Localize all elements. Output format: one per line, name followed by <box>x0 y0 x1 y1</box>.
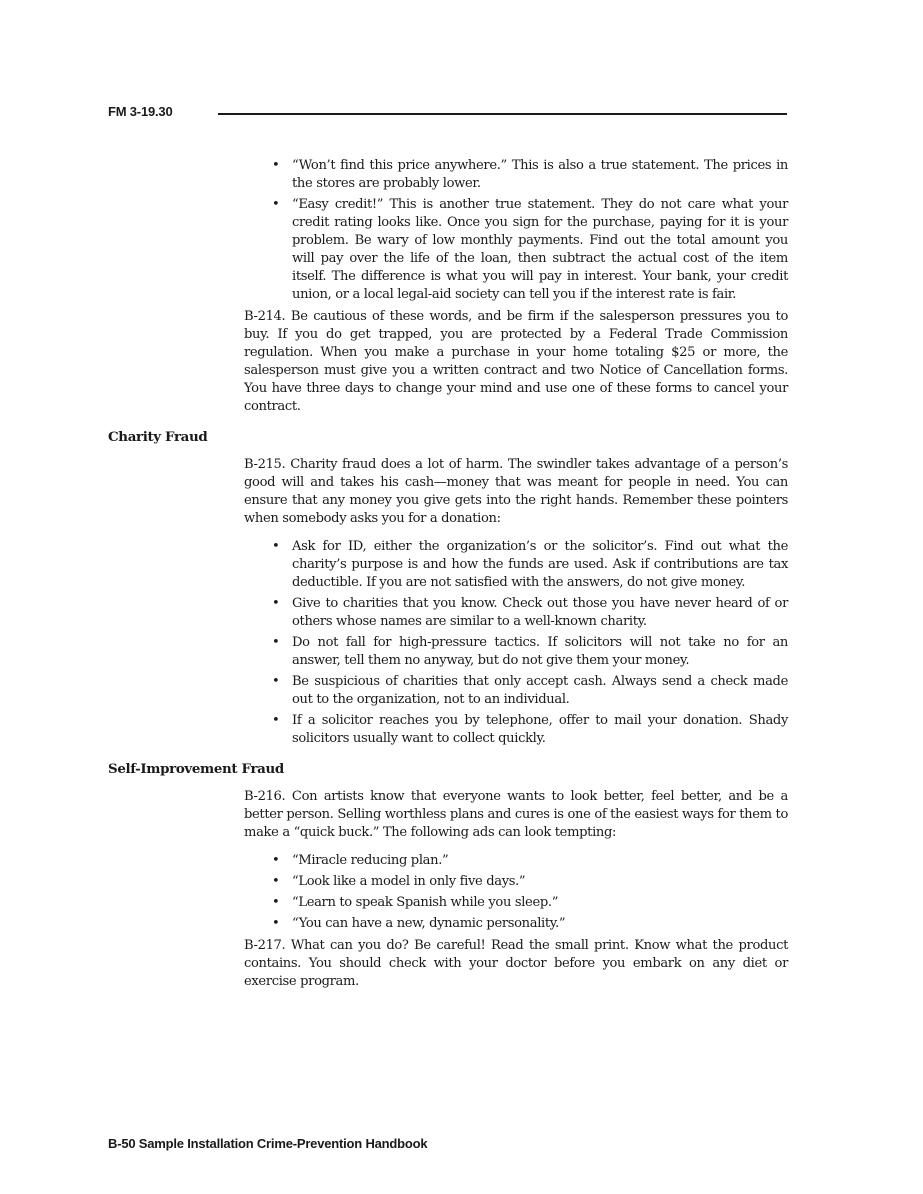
list-item: • “Learn to speak Spanish while you sleep.” <box>272 895 559 910</box>
list-item: • Ask for ID, either the organization’s or the solicitor’s. Find out what the charity’s purpose is and how the funds are used. Ask if contributions are tax deductible. If you are not satisfied with the answers, do not give money. <box>272 539 788 590</box>
page-content <box>108 157 788 1001</box>
list-item: • “Easy credit!” This is another true statement. They do not care what your credit rating looks like. Once you sign for the purchase, paying for it is your problem. Be wary of low monthly payments. Find out the total amount you will pay over the life of the loan, then subtract the actual cost of the item itself. The difference is what you will pay in interest. Your bank, your credit union, or a local legal-aid society can tell you if the interest rate is fair. <box>272 197 788 302</box>
list-item: • “Won’t find this price anywhere.” This is also a true statement. The prices in the stores are probably lower. <box>272 158 788 191</box>
list-item: • Be suspicious of charities that only accept cash. Always send a check made out to the organization, not to an individual. <box>272 674 788 707</box>
page-footer: B-50 Sample Installation Crime-Prevention Handbook <box>108 1136 428 1151</box>
list-item: • Give to charities that you know. Check out those you have never heard of or others whose names are similar to a well-known charity. <box>272 596 788 629</box>
bullet-icon: • <box>272 158 280 173</box>
bullet-icon: • <box>272 596 280 611</box>
list-item: • “Miracle reducing plan.” <box>272 853 449 868</box>
bullet-icon: • <box>272 539 280 554</box>
header-rule <box>218 113 787 115</box>
bullet-icon: • <box>272 853 280 868</box>
paragraph-b215: B-215. Charity fraud does a lot of harm. The swindler takes advantage of a person’s good will and takes his cash—money that was meant for people in need. You can ensure that any money you give gets into the right hands. Remember these pointers when somebody asks you for a donation: <box>244 457 788 526</box>
bullet-icon: • <box>272 916 280 931</box>
bullet-icon: • <box>272 674 280 689</box>
paragraph-b214: B-214. Be cautious of these words, and be firm if the salesperson pressures you to buy. If you do get trapped, you are protected by a Federal Trade Commission regulation. When you make a purchase in your home totaling $25 or more, the salesperson must give you a written contract and two Notice of Cancellation forms. You have three days to change your mind and use one of these forms to cancel your contract. <box>244 309 788 414</box>
ads-bullet-list <box>244 852 788 933</box>
self-improvement-block <box>244 788 788 991</box>
heading-charity-fraud: Charity Fraud <box>108 429 208 445</box>
charity-bullet-list <box>244 538 788 748</box>
paragraph-b217: B-217. What can you do? Be careful! Read the small print. Know what the product contains. You should check with your doctor before you embark on any diet or exercise program. <box>244 938 788 989</box>
page-header <box>108 104 787 124</box>
charity-block <box>244 456 788 748</box>
heading-self-improvement-fraud: Self-Improvement Fraud <box>108 761 284 777</box>
paragraph-b216: B-216. Con artists know that everyone wants to look better, feel better, and be a better person. Selling worthless plans and cures is one of the easiest ways for them to make a “quick buck.” The following ads can look tempting: <box>244 789 788 840</box>
bullet-icon: • <box>272 713 280 728</box>
bullet-icon: • <box>272 895 280 910</box>
list-item: • “You can have a new, dynamic personality.” <box>272 916 566 931</box>
intro-bullet-list <box>244 157 788 304</box>
bullet-icon: • <box>272 635 280 650</box>
bullet-icon: • <box>272 874 280 889</box>
list-item: • “Look like a model in only five days.” <box>272 874 526 889</box>
list-item: • If a solicitor reaches you by telephone, offer to mail your donation. Shady solicitors usually want to collect quickly. <box>272 713 788 746</box>
manual-code: FM 3-19.30 <box>108 104 173 119</box>
bullet-icon: • <box>272 197 280 212</box>
intro-block <box>244 157 788 416</box>
list-item: • Do not fall for high-pressure tactics. If solicitors will not take no for an answer, tell them no anyway, but do not give them your money. <box>272 635 788 668</box>
